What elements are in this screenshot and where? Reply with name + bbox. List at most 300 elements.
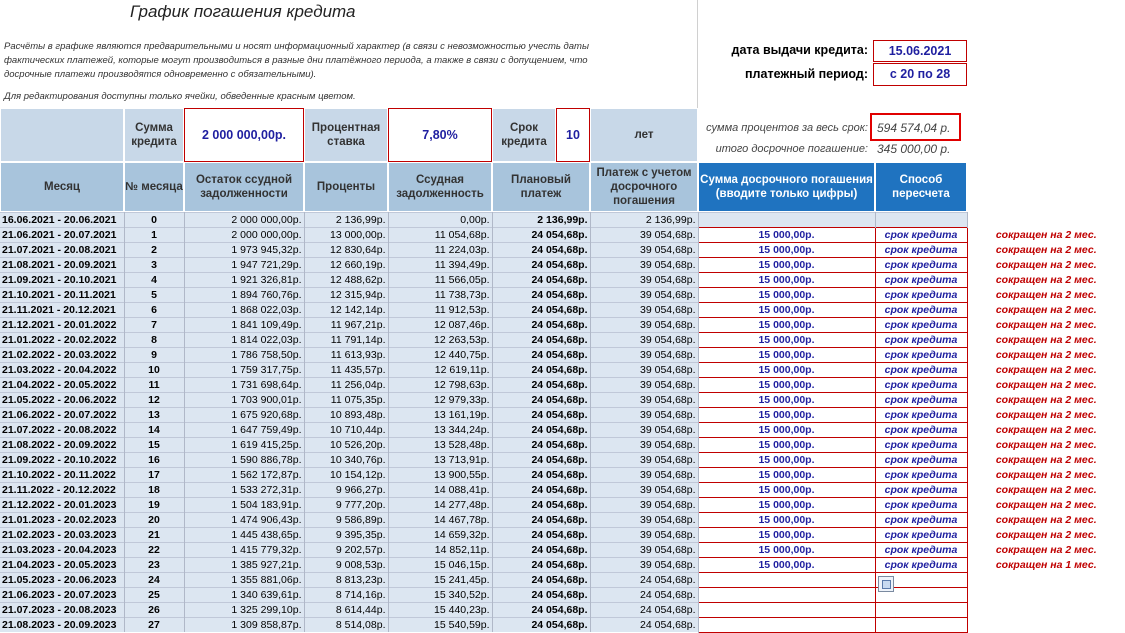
cell-payment: 39 054,68р. <box>590 528 698 543</box>
cell-comment <box>967 618 1125 633</box>
cell-early[interactable]: 15 000,00р. <box>698 318 875 333</box>
cell-balance: 1 562 172,87р. <box>184 468 304 483</box>
cell-debt: 13 161,19р. <box>388 408 492 423</box>
total-early-label: итого досрочное погашение: <box>715 143 868 155</box>
cell-planned: 24 054,68р. <box>492 408 590 423</box>
cell-n: 5 <box>124 288 184 303</box>
cell-balance: 1 340 639,61р. <box>184 588 304 603</box>
cell-debt: 15 046,15р. <box>388 558 492 573</box>
cell-early[interactable]: 15 000,00р. <box>698 303 875 318</box>
cell-method[interactable]: срок кредита <box>875 453 967 468</box>
cell-n: 23 <box>124 558 184 573</box>
table-row <box>0 438 1125 453</box>
cell-payment: 39 054,68р. <box>590 228 698 243</box>
cell-payment: 2 136,99р. <box>590 213 698 228</box>
cell-month: 21.10.2021 - 20.11.2021 <box>0 288 124 303</box>
cell-payment: 39 054,68р. <box>590 393 698 408</box>
cell-month: 21.01.2022 - 20.02.2022 <box>0 333 124 348</box>
cell-planned: 24 054,68р. <box>492 558 590 573</box>
cell-method[interactable]: срок кредита <box>875 333 967 348</box>
cell-n: 19 <box>124 498 184 513</box>
cell-comment <box>967 213 1125 228</box>
cell-interest: 8 813,23р. <box>304 573 388 588</box>
cell-balance: 1 731 698,64р. <box>184 378 304 393</box>
cell-n: 2 <box>124 243 184 258</box>
cell-planned: 24 054,68р. <box>492 603 590 618</box>
cell-payment: 39 054,68р. <box>590 288 698 303</box>
cell-balance: 1 474 906,43р. <box>184 513 304 528</box>
cell-n: 27 <box>124 618 184 633</box>
table-row <box>0 333 1125 348</box>
cell-method[interactable]: срок кредита <box>875 483 967 498</box>
table-row <box>0 468 1125 483</box>
cell-interest: 10 526,20р. <box>304 438 388 453</box>
cell-month: 21.06.2023 - 20.07.2023 <box>0 588 124 603</box>
cell-early[interactable]: 15 000,00р. <box>698 558 875 573</box>
cell-balance: 1 921 326,81р. <box>184 273 304 288</box>
cell-early[interactable]: 15 000,00р. <box>698 288 875 303</box>
cell-payment: 24 054,68р. <box>590 573 698 588</box>
cell-month: 21.06.2022 - 20.07.2022 <box>0 408 124 423</box>
cell-comment: сокращен на 2 мес. <box>967 438 1125 453</box>
cell-balance: 1 385 927,21р. <box>184 558 304 573</box>
col-header-method: Способ пересчета <box>875 162 967 212</box>
cell-balance: 1 619 415,25р. <box>184 438 304 453</box>
cell-early[interactable]: 15 000,00р. <box>698 393 875 408</box>
cell-payment: 39 054,68р. <box>590 378 698 393</box>
cell-planned: 24 054,68р. <box>492 483 590 498</box>
cell-interest: 12 142,14р. <box>304 303 388 318</box>
cell-comment: сокращен на 2 мес. <box>967 543 1125 558</box>
cell-payment: 39 054,68р. <box>590 498 698 513</box>
cell-early[interactable]: 15 000,00р. <box>698 468 875 483</box>
cell-debt: 11 912,53р. <box>388 303 492 318</box>
cell-balance: 1 533 272,31р. <box>184 483 304 498</box>
cell-method <box>875 213 967 228</box>
cell-comment: сокращен на 1 мес. <box>967 558 1125 573</box>
cell-comment: сокращен на 2 мес. <box>967 378 1125 393</box>
cell-payment: 39 054,68р. <box>590 243 698 258</box>
cell-balance: 2 000 000,00р. <box>184 213 304 228</box>
cell-comment: сокращен на 2 мес. <box>967 423 1125 438</box>
cell-balance: 1 786 758,50р. <box>184 348 304 363</box>
cell-planned: 24 054,68р. <box>492 303 590 318</box>
cell-payment: 39 054,68р. <box>590 348 698 363</box>
cell-method[interactable]: срок кредита <box>875 438 967 453</box>
cell-month: 21.07.2023 - 20.08.2023 <box>0 603 124 618</box>
interest-rate-input[interactable]: 7,80% <box>388 108 492 162</box>
cell-debt: 12 087,46р. <box>388 318 492 333</box>
cell-planned: 24 054,68р. <box>492 438 590 453</box>
cell-interest: 10 154,12р. <box>304 468 388 483</box>
table-row <box>0 453 1125 468</box>
cell-planned: 24 054,68р. <box>492 333 590 348</box>
cell-debt: 12 798,63р. <box>388 378 492 393</box>
table-row <box>0 543 1125 558</box>
cell-balance: 1 759 317,75р. <box>184 363 304 378</box>
table-row <box>0 528 1125 543</box>
cell-n: 16 <box>124 453 184 468</box>
cell-comment: сокращен на 2 мес. <box>967 453 1125 468</box>
table-row <box>0 258 1125 273</box>
cell-planned: 24 054,68р. <box>492 513 590 528</box>
col-header-early: Сумма досрочного погашения (вводите только цифры) <box>698 162 875 212</box>
cell-planned: 24 054,68р. <box>492 588 590 603</box>
cell-debt: 13 900,55р. <box>388 468 492 483</box>
cell-comment: сокращен на 2 мес. <box>967 468 1125 483</box>
interest-rate-label: Процентная ставка <box>304 108 388 162</box>
cell-month: 21.08.2022 - 20.09.2022 <box>0 438 124 453</box>
cell-interest: 11 256,04р. <box>304 378 388 393</box>
cell-planned: 24 054,68р. <box>492 543 590 558</box>
cell-early[interactable] <box>698 588 875 603</box>
cell-n: 20 <box>124 513 184 528</box>
cell-n: 4 <box>124 273 184 288</box>
cell-month: 21.04.2022 - 20.05.2022 <box>0 378 124 393</box>
cell-n: 8 <box>124 333 184 348</box>
cell-comment: сокращен на 2 мес. <box>967 408 1125 423</box>
cell-balance: 1 973 945,32р. <box>184 243 304 258</box>
cell-interest: 11 075,35р. <box>304 393 388 408</box>
loan-term-unit: лет <box>590 108 698 162</box>
schedule-table <box>0 212 1125 633</box>
cell-comment: сокращен на 2 мес. <box>967 498 1125 513</box>
cell-month: 21.04.2023 - 20.05.2023 <box>0 558 124 573</box>
issue-date-label: дата выдачи кредита: <box>731 43 868 57</box>
cell-planned: 24 054,68р. <box>492 363 590 378</box>
cell-early[interactable]: 15 000,00р. <box>698 483 875 498</box>
cell-method[interactable]: срок кредита <box>875 318 967 333</box>
cell-comment: сокращен на 2 мес. <box>967 288 1125 303</box>
cell-planned: 2 136,99р. <box>492 213 590 228</box>
cell-early[interactable]: 15 000,00р. <box>698 423 875 438</box>
cell-comment: сокращен на 2 мес. <box>967 348 1125 363</box>
cell-method[interactable] <box>875 603 967 618</box>
issue-date-input[interactable]: 15.06.2021 <box>873 40 967 62</box>
cell-debt: 14 088,41р. <box>388 483 492 498</box>
cell-planned: 24 054,68р. <box>492 318 590 333</box>
cell-month: 21.05.2022 - 20.06.2022 <box>0 393 124 408</box>
cell-n: 25 <box>124 588 184 603</box>
cell-debt: 15 340,52р. <box>388 588 492 603</box>
cell-balance: 1 647 759,49р. <box>184 423 304 438</box>
cell-method[interactable]: срок кредита <box>875 348 967 363</box>
cell-interest: 2 136,99р. <box>304 213 388 228</box>
col-header-debt: Ссудная задолженность <box>388 162 492 212</box>
cell-n: 10 <box>124 363 184 378</box>
cell-early[interactable]: 15 000,00р. <box>698 408 875 423</box>
cell-method[interactable]: срок кредита <box>875 558 967 573</box>
cell-n: 12 <box>124 393 184 408</box>
cell-method[interactable]: срок кредита <box>875 378 967 393</box>
col-header-num: № месяца <box>124 162 184 212</box>
cell-early[interactable]: 15 000,00р. <box>698 528 875 543</box>
cell-n: 0 <box>124 213 184 228</box>
table-row <box>0 303 1125 318</box>
cell-planned: 24 054,68р. <box>492 228 590 243</box>
table-row <box>0 348 1125 363</box>
cell-month: 21.09.2021 - 20.10.2021 <box>0 273 124 288</box>
payment-period-label: платежный период: <box>745 67 868 81</box>
cell-payment: 24 054,68р. <box>590 618 698 633</box>
cell-early[interactable]: 15 000,00р. <box>698 333 875 348</box>
cell-balance: 1 703 900,01р. <box>184 393 304 408</box>
cell-balance: 1 590 886,78р. <box>184 453 304 468</box>
cell-comment: сокращен на 2 мес. <box>967 273 1125 288</box>
cell-debt: 13 528,48р. <box>388 438 492 453</box>
cell-interest: 9 966,27р. <box>304 483 388 498</box>
cell-month: 21.08.2023 - 20.09.2023 <box>0 618 124 633</box>
cell-month: 21.05.2023 - 20.06.2023 <box>0 573 124 588</box>
table-row <box>0 288 1125 303</box>
cell-comment <box>967 603 1125 618</box>
cell-comment <box>967 573 1125 588</box>
cell-early[interactable]: 15 000,00р. <box>698 438 875 453</box>
cell-payment: 39 054,68р. <box>590 408 698 423</box>
cell-debt: 11 394,49р. <box>388 258 492 273</box>
cell-interest: 12 830,64р. <box>304 243 388 258</box>
params-blank-cell <box>0 108 124 162</box>
cell-payment: 39 054,68р. <box>590 303 698 318</box>
cell-planned: 24 054,68р. <box>492 498 590 513</box>
cell-early[interactable]: 15 000,00р. <box>698 228 875 243</box>
cell-n: 11 <box>124 378 184 393</box>
cell-comment: сокращен на 2 мес. <box>967 528 1125 543</box>
cell-payment: 24 054,68р. <box>590 603 698 618</box>
cell-debt: 11 224,03р. <box>388 243 492 258</box>
cell-payment: 39 054,68р. <box>590 453 698 468</box>
cell-n: 13 <box>124 408 184 423</box>
cell-payment: 39 054,68р. <box>590 558 698 573</box>
cell-early[interactable]: 15 000,00р. <box>698 258 875 273</box>
cell-planned: 24 054,68р. <box>492 378 590 393</box>
cell-payment: 39 054,68р. <box>590 483 698 498</box>
cell-comment: сокращен на 2 мес. <box>967 393 1125 408</box>
cell-method[interactable]: срок кредита <box>875 288 967 303</box>
cell-balance: 1 325 299,10р. <box>184 603 304 618</box>
cell-debt: 12 979,33р. <box>388 393 492 408</box>
col-header-payment: Платеж с учетом досрочного погашения <box>590 162 698 212</box>
cell-n: 1 <box>124 228 184 243</box>
total-interest-value: 594 574,04 р. <box>877 121 951 135</box>
cell-balance: 1 947 721,29р. <box>184 258 304 273</box>
cell-payment: 39 054,68р. <box>590 438 698 453</box>
cell-planned: 24 054,68р. <box>492 288 590 303</box>
cell-comment <box>967 588 1125 603</box>
cell-debt: 11 738,73р. <box>388 288 492 303</box>
cell-month: 21.07.2021 - 20.08.2021 <box>0 243 124 258</box>
cell-method[interactable]: срок кредита <box>875 273 967 288</box>
cell-method[interactable]: срок кредита <box>875 243 967 258</box>
cell-early[interactable] <box>698 603 875 618</box>
table-row <box>0 228 1125 243</box>
table-row <box>0 363 1125 378</box>
cell-early[interactable] <box>698 618 875 633</box>
cell-debt: 13 713,91р. <box>388 453 492 468</box>
cell-interest: 8 614,44р. <box>304 603 388 618</box>
table-row <box>0 393 1125 408</box>
cell-payment: 24 054,68р. <box>590 588 698 603</box>
cell-method[interactable]: срок кредита <box>875 408 967 423</box>
cell-method[interactable]: срок кредита <box>875 363 967 378</box>
cell-interest: 11 613,93р. <box>304 348 388 363</box>
cell-month: 21.03.2022 - 20.04.2022 <box>0 363 124 378</box>
cell-planned: 24 054,68р. <box>492 348 590 363</box>
col-header-balance: Остаток ссудной задолженности <box>184 162 304 212</box>
loan-amount-label: Сумма кредита <box>124 108 184 162</box>
cell-balance: 1 309 858,87р. <box>184 618 304 633</box>
table-row <box>0 213 1125 228</box>
cell-balance: 1 445 438,65р. <box>184 528 304 543</box>
cell-comment: сокращен на 2 мес. <box>967 513 1125 528</box>
cell-comment: сокращен на 2 мес. <box>967 243 1125 258</box>
cell-payment: 39 054,68р. <box>590 318 698 333</box>
cell-interest: 12 488,62р. <box>304 273 388 288</box>
cell-interest: 11 791,14р. <box>304 333 388 348</box>
cell-n: 18 <box>124 483 184 498</box>
cell-n: 15 <box>124 438 184 453</box>
cell-method[interactable]: срок кредита <box>875 528 967 543</box>
cell-debt: 15 540,59р. <box>388 618 492 633</box>
cell-early[interactable]: 15 000,00р. <box>698 453 875 468</box>
cell-comment: сокращен на 2 мес. <box>967 483 1125 498</box>
cell-interest: 11 967,21р. <box>304 318 388 333</box>
cell-payment: 39 054,68р. <box>590 543 698 558</box>
paste-options-icon[interactable] <box>878 576 894 592</box>
cell-month: 21.08.2021 - 20.09.2021 <box>0 258 124 273</box>
table-row <box>0 423 1125 438</box>
cell-month: 21.01.2023 - 20.02.2023 <box>0 513 124 528</box>
cell-early[interactable]: 15 000,00р. <box>698 243 875 258</box>
cell-method[interactable]: срок кредита <box>875 513 967 528</box>
cell-early[interactable]: 15 000,00р. <box>698 378 875 393</box>
cell-method[interactable]: срок кредита <box>875 393 967 408</box>
cell-debt: 14 659,32р. <box>388 528 492 543</box>
cell-payment: 39 054,68р. <box>590 333 698 348</box>
cell-payment: 39 054,68р. <box>590 468 698 483</box>
cell-early[interactable]: 15 000,00р. <box>698 363 875 378</box>
cell-month: 21.10.2022 - 20.11.2022 <box>0 468 124 483</box>
cell-method[interactable]: срок кредита <box>875 498 967 513</box>
cell-n: 6 <box>124 303 184 318</box>
cell-early[interactable]: 15 000,00р. <box>698 513 875 528</box>
cell-n: 26 <box>124 603 184 618</box>
cell-debt: 14 852,11р. <box>388 543 492 558</box>
table-row <box>0 618 1125 633</box>
table-row <box>0 573 1125 588</box>
cell-early[interactable]: 15 000,00р. <box>698 273 875 288</box>
cell-month: 21.11.2022 - 20.12.2022 <box>0 483 124 498</box>
cell-planned: 24 054,68р. <box>492 393 590 408</box>
table-row <box>0 408 1125 423</box>
cell-comment: сокращен на 2 мес. <box>967 258 1125 273</box>
cell-balance: 1 415 779,32р. <box>184 543 304 558</box>
cell-debt: 0,00р. <box>388 213 492 228</box>
cell-month: 21.03.2023 - 20.04.2023 <box>0 543 124 558</box>
col-header-interest: Проценты <box>304 162 388 212</box>
cell-month: 21.09.2022 - 20.10.2022 <box>0 453 124 468</box>
cell-month: 21.02.2023 - 20.03.2023 <box>0 528 124 543</box>
cell-month: 21.06.2021 - 20.07.2021 <box>0 228 124 243</box>
cell-early[interactable]: 15 000,00р. <box>698 543 875 558</box>
cell-n: 14 <box>124 423 184 438</box>
cell-balance: 1 868 022,03р. <box>184 303 304 318</box>
cell-payment: 39 054,68р. <box>590 363 698 378</box>
cell-method[interactable]: срок кредита <box>875 543 967 558</box>
cell-balance: 1 894 760,76р. <box>184 288 304 303</box>
table-row <box>0 588 1125 603</box>
cell-method[interactable]: срок кредита <box>875 468 967 483</box>
cell-n: 21 <box>124 528 184 543</box>
table-row <box>0 243 1125 258</box>
cell-n: 22 <box>124 543 184 558</box>
cell-debt: 15 241,45р. <box>388 573 492 588</box>
total-early-value: 345 000,00 р. <box>877 142 951 156</box>
table-row <box>0 558 1125 573</box>
cell-interest: 10 893,48р. <box>304 408 388 423</box>
cell-planned: 24 054,68р. <box>492 273 590 288</box>
cell-debt: 11 054,68р. <box>388 228 492 243</box>
table-row <box>0 603 1125 618</box>
table-row <box>0 483 1125 498</box>
cell-balance: 1 841 109,49р. <box>184 318 304 333</box>
cell-method[interactable]: срок кредита <box>875 423 967 438</box>
cell-month: 16.06.2021 - 20.06.2021 <box>0 213 124 228</box>
cell-debt: 12 263,53р. <box>388 333 492 348</box>
loan-term-input[interactable]: 10 <box>556 108 590 162</box>
cell-month: 21.11.2021 - 20.12.2021 <box>0 303 124 318</box>
cell-method[interactable]: срок кредита <box>875 303 967 318</box>
cell-interest: 10 340,76р. <box>304 453 388 468</box>
cell-n: 3 <box>124 258 184 273</box>
cell-balance: 2 000 000,00р. <box>184 228 304 243</box>
cell-debt: 11 566,05р. <box>388 273 492 288</box>
cell-early[interactable]: 15 000,00р. <box>698 498 875 513</box>
cell-payment: 39 054,68р. <box>590 273 698 288</box>
cell-comment: сокращен на 2 мес. <box>967 333 1125 348</box>
cell-debt: 14 467,78р. <box>388 513 492 528</box>
cell-month: 21.12.2022 - 20.01.2023 <box>0 498 124 513</box>
cell-early[interactable] <box>698 573 875 588</box>
cell-month: 21.02.2022 - 20.03.2022 <box>0 348 124 363</box>
cell-comment: сокращен на 2 мес. <box>967 303 1125 318</box>
total-interest-label: сумма процентов за весь срок: <box>706 122 868 134</box>
cell-comment: сокращен на 2 мес. <box>967 228 1125 243</box>
loan-term-label: Срок кредита <box>492 108 556 162</box>
disclaimer-note: Расчёты в графике являются предварительными и носят информационный характер (в связи с невозможностью учесть даты фактических платежей, которые могут производиться в разные дни платёжного периода, а также в связи с допущением, что досрочные платежи производятся одновременно с обязательными). <box>4 41 589 80</box>
cell-planned: 24 054,68р. <box>492 618 590 633</box>
page-title: График погашения кредита <box>130 2 356 21</box>
cell-method[interactable] <box>875 618 967 633</box>
cell-month: 21.12.2021 - 20.01.2022 <box>0 318 124 333</box>
cell-payment: 39 054,68р. <box>590 423 698 438</box>
table-row <box>0 513 1125 528</box>
cell-interest: 9 202,57р. <box>304 543 388 558</box>
loan-amount-input[interactable]: 2 000 000,00р. <box>184 108 304 162</box>
cell-method[interactable]: срок кредита <box>875 228 967 243</box>
cell-interest: 12 660,19р. <box>304 258 388 273</box>
cell-interest: 9 777,20р. <box>304 498 388 513</box>
cell-n: 7 <box>124 318 184 333</box>
cell-payment: 39 054,68р. <box>590 513 698 528</box>
cell-planned: 24 054,68р. <box>492 423 590 438</box>
cell-debt: 13 344,24р. <box>388 423 492 438</box>
payment-period-input[interactable]: с 20 по 28 <box>873 63 967 86</box>
cell-planned: 24 054,68р. <box>492 243 590 258</box>
cell-method[interactable]: срок кредита <box>875 258 967 273</box>
cell-early[interactable]: 15 000,00р. <box>698 348 875 363</box>
cell-debt: 14 277,48р. <box>388 498 492 513</box>
